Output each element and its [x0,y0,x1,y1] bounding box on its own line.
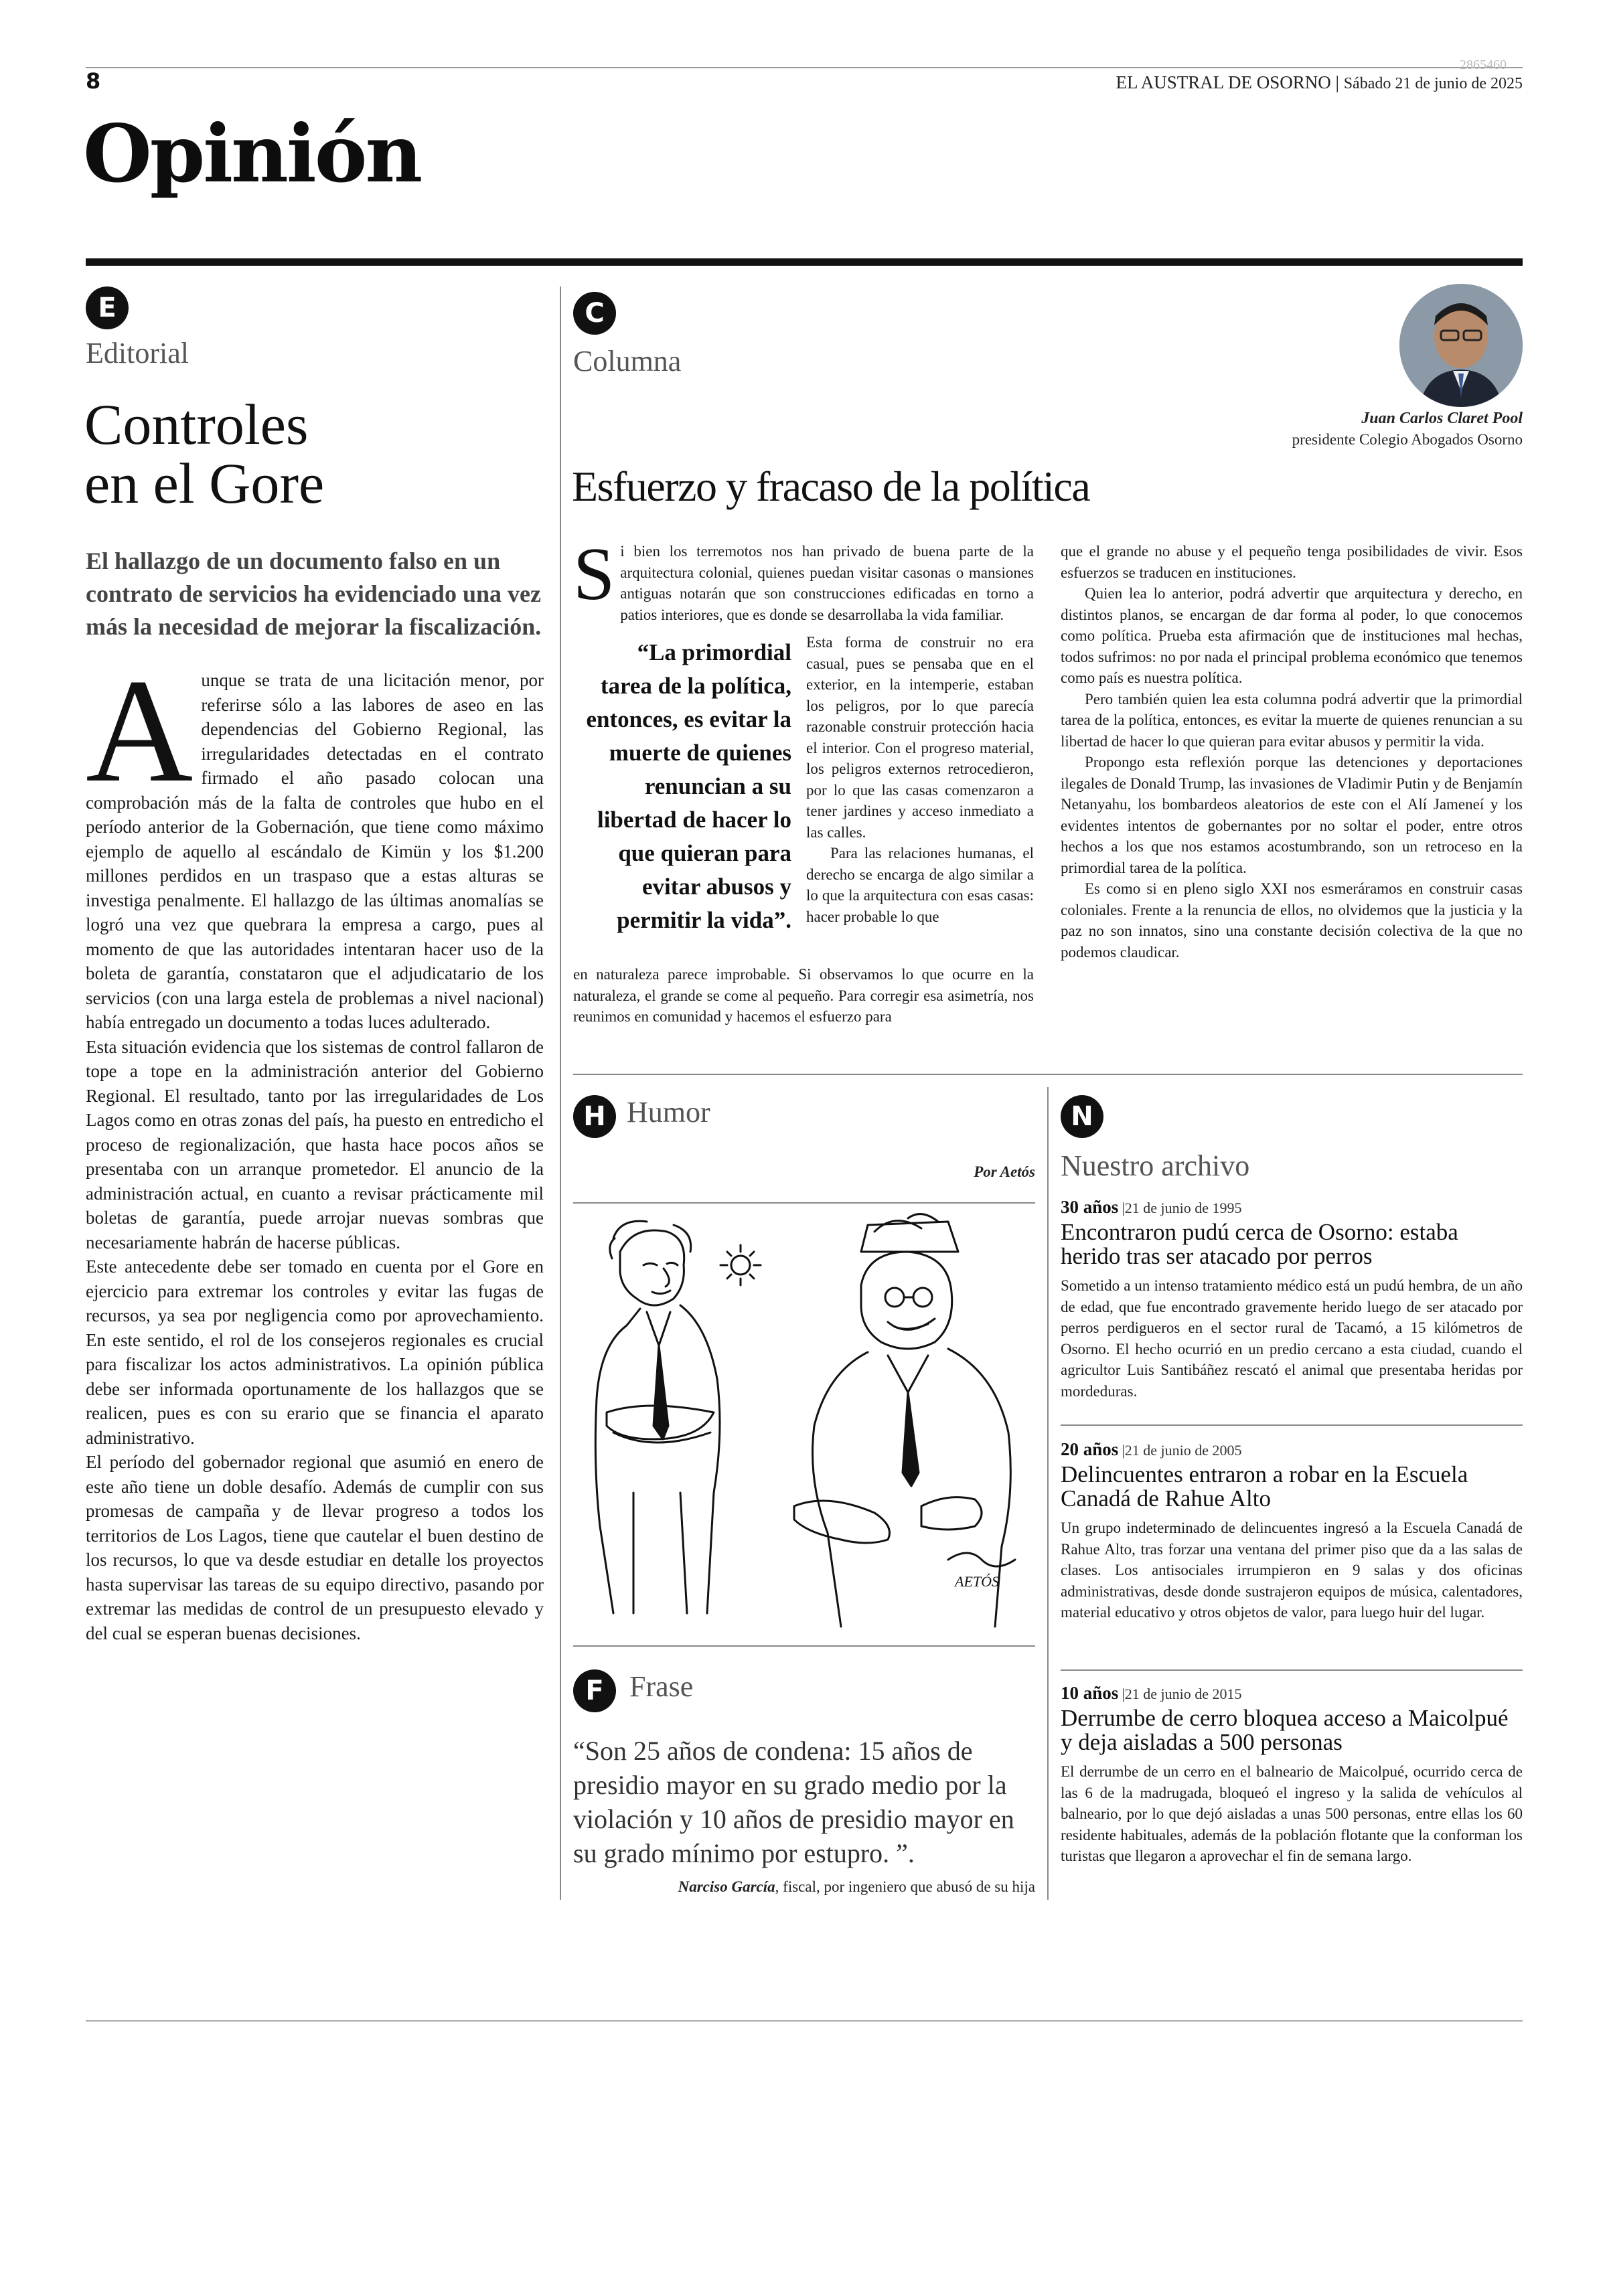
cartoon-illustration-icon [573,1212,1035,1636]
humor-bottom-rule [573,1645,1035,1647]
humor-cartoon [573,1212,1035,1636]
publication-line [1116,72,1523,93]
column-pull-quote: “La primordial tarea de la política, entonces, es evitar la muerte de quienes renuncian a su libertad de hacer lo que quieran para evitar abusos y permitir la vida”. [586,639,791,933]
editorial-badge: E [86,286,129,329]
column-right-p5: Es como si en pleno siglo XXI nos esmeráramos en construir casas coloniales. Frente a la renuncia de ellos, no olvidemos que la justicia y la paz no son innatos, sino una constante decisión colectiva de la que no podemos claudicar. [1061,880,1523,961]
author-portrait-icon [1399,284,1523,407]
archivo-label: Nuestro archivo [1061,1149,1250,1182]
archivo-item-3 [1061,1683,1523,1867]
humor-credit: Por Aetós [974,1163,1035,1180]
editorial-label: Editorial [86,337,189,370]
column-right-text [1061,541,1523,963]
archivo-badge: N [1061,1095,1103,1138]
column-bottom-text: en naturaleza parece improbable. Si observamos lo que ocurre en la naturaleza, el grande se come al pequeño. Para corregir esa asimetría, nos reunimos en comunidad y hacemos el esfuerzo para [573,966,1034,1025]
editorial-dropcap: A [86,668,194,813]
archivo-date: 21 de junio de 2015 [1124,1686,1242,1702]
archivo-date: 21 de junio de 2005 [1124,1442,1242,1459]
column-dropcap: S [573,533,615,616]
section-title: Opinión [83,107,421,200]
archivo-rule-2 [1061,1669,1523,1671]
archivo-item-meta [1061,1683,1523,1704]
editorial-title-line1: Controles [84,392,309,457]
cartoon-signature: AETÓS [955,1573,999,1590]
editorial-paragraph-1: unque se trata de una licitación menor, por referirse sólo a las labores de aseo en las dependencias del Gobierno Regional, las irregularidades detectadas en el contrato firmado el año pasado colocan una comprobación más de la falta de controles que hubo en el período anterior de la Gobernación, que tiene como máximo ejemplo de aquello al escándalo de Kimün y los $1.200 millones perdidos en un traspaso que a estas alturas se investiga penalmente. El hallazgo de las últimas anomalías se logró una vez que quebrara la empresa a cargo, pues al momento de que las autoridades intentaran hacer uso de la boleta de garantía, constataron que el adjudicatario de los servicios (con una larga estela de problemas a nivel nacional) había entregado un documento a todas luces adulterado. [86,670,544,1032]
archivo-headline: Derrumbe de cerro bloquea acceso a Maicolpué y deja aisladas a 500 personas [1061,1705,1509,1755]
archivo-years: 20 años [1061,1439,1119,1459]
column-right-p4: Propongo esta reflexión porque las detenciones y deportaciones ilegales de Donald Trump, las invasiones de Vladimir Putin y de Benjamín Netanyahu, los bombardeos aleatorios de este con el Alí Jameneí y los evidentes intentos de gobernantes por no soltar el poder, entre otros hechos a los que nos estamos acostumbrando, son un retroceso en la primordial tarea de la política. [1061,754,1523,876]
column-right-p1: que el grande no abuse y el pequeño tenga posibilidades de vivir. Esos esfuerzos se traducen en instituciones. [1061,543,1523,581]
frase-attribution [573,1878,1035,1896]
column-right-p3: Pero también quien lea esta columna podrá advertir que la primordial tarea de la política, entonces, es evitar la muerte de quienes renuncian a su libertad de hacer lo que quieran para evitar abusos y permitir la vida. [1061,690,1523,750]
editorial-lead: El hallazgo de un documento falso en un contrato de servicios ha evidenciado una vez más la necesidad de mejorar la fiscalización. [86,548,542,640]
archivo-text: Un grupo indeterminado de delincuentes ingresó a la Escuela Canadá de Rahue Alto, tras forzar una ventana del primer piso que da a las salas de clases. Los antisociales irrumpieron en 9 salas y dos oficinas administrativas, desde donde sustrajeron equipos de música, calentadores, material educativo y otros objetos de valor, para luego huir del lugar. [1061,1520,1523,1621]
column-title: Esfuerzo y fracaso de la política [572,463,1090,510]
page-code: 2865460 [1460,58,1507,72]
page-number: 8 [86,68,101,94]
column-divider-right [1047,1087,1049,1900]
frase-badge: F [573,1669,616,1712]
column-intro [573,533,1034,625]
author-title: presidente Colegio Abogados Osorno [1292,431,1523,448]
archivo-rule-1 [1061,1424,1523,1426]
archivo-headline: Delincuentes entraron a robar en la Escuela Canadá de Rahue Alto [1061,1461,1468,1511]
page-bottom-rule [86,2020,1523,2022]
column-right-p2: Quien lea lo anterior, podrá advertir que arquitectura y derecho, en distintos planos, se encargan de dar forma al poder, lo que conocemos como política. Prueba esta afirmación que de instituciones mal hechas, todos sufrimos: no por nada el principal problema económico que tenemos como país es nuestra política. [1061,585,1523,686]
archivo-separator: | [1122,1442,1125,1459]
editorial-title-line2: en el Gore [84,451,325,515]
humor-badge: H [573,1095,616,1138]
editorial-paragraph-4: El período del gobernador regional que asumió en enero de este año tiene un doble desafío. Además de cumplir con sus promesas de campaña y de llevar progreso a todos los territorios de Los Lagos, tiene que cautelar el buen destino de los recursos, lo que va desde estudiar en detalle los proyectos hasta supervisar las tareas de su equipo directivo, pasando por extremar las medidas de control de un presupuesto elevado y del cual se esperan buenas decisiones. [86,1452,544,1643]
author-photo [1399,284,1523,407]
editorial-body [86,668,544,1893]
archivo-headline: Encontraron pudú cerca de Osorno: estaba herido tras ser atacado por perros [1061,1219,1458,1269]
frase-attribution-name: Narciso García [678,1878,775,1895]
humor-top-rule [573,1202,1035,1204]
archivo-years: 10 años [1061,1683,1119,1703]
top-rule [86,67,1523,68]
separator: | [1335,72,1339,92]
column-label: Columna [573,345,682,378]
column-beside-quote [806,632,1034,927]
column-badge: C [573,292,616,335]
frase-attribution-rest: , fiscal, por ingeniero que abusó de su hija [775,1878,1035,1895]
section-rule [86,258,1523,266]
column-beside-text-1: Esta forma de construir no era casual, pues se pensaba que en el exterior, en la intemperie, estaban los peligros, por lo que parecía razonable construir protección hacia el interior. Con el progreso material, los peligros externos retrocedieron, por lo que las casas comenzaron a tener jardines y acceso inmediato a las calles. [806,634,1034,841]
archivo-item-1 [1061,1197,1523,1402]
column-beside-text-2: Para las relaciones humanas, el derecho se encarga de algo similar a lo que la arquitectura con esas casas: hacer probable lo que [806,845,1034,925]
archivo-years: 30 años [1061,1197,1119,1217]
editorial-paragraph-3: Este antecedente debe ser tomado en cuenta por el Gore en ejercicio para extremar los controles y evitar las fugas de recursos, ya sea por negligencia como por aprovechamiento. En este sentido, el rol de los consejeros regionales es crucial para fiscalizar los actos administrativos. La opinión pública debe ser informada oportunamente de los hallazgos que se realicen, pues es con su erario que se financia el aparato administrativo. [86,1256,544,1448]
column-divider-left [560,286,561,1900]
author-name: Juan Carlos Claret Pool [1361,410,1523,427]
humor-label: Humor [627,1096,710,1129]
editorial-paragraph-2: Esta situación evidencia que los sistemas de control fallaron de tope a tope en la administración anterior del Gobierno Regional. El resultado, tanto por las irregularidades de Los Lagos como en otras zonas del país, ha puesto en entredicho el proceso de regionalización, que hasta hace pocos años se presentaba con un arranque prometedor. El anuncio de la administración actual, en cuanto a revisar prácticamente mil boletas de garantía, puede arrojar nuevas sombras que necesariamente habrán de hacerse públicas. [86,1036,544,1252]
archivo-item-meta [1061,1197,1523,1218]
column-intro-text: i bien los terremotos nos han privado de buena parte de la arquitectura colonial, quienes puedan visitar casonas o mansiones antiguas notarán que son construcciones edificadas en torno a patios interiores, que es donde se desarrollaba la vida familiar. [620,543,1034,623]
archivo-item-2 [1061,1439,1523,1623]
columna-bottom-rule [573,1074,1523,1075]
archivo-text: El derrumbe de un cerro en el balneario de Maicolpué, ocurrido cerca de las 6 de la madrugada, bloqueó el ingreso y la salida de vehículos al balneario, por lo que dejó aisladas a unas 500 personas, entre ellas los 60 residente habituales, además de la población flotante que la conforman los turistas que llegaron a aprovechar el fin de semana largo. [1061,1763,1523,1864]
frase-quote: “Son 25 años de condena: 15 años de presidio mayor en su grado medio por la violación y 10 años de presidio mayor en su grado mínimo por estupro. ”. [573,1736,1014,1868]
archivo-text: Sometido a un intenso tratamiento médico está un pudú hembra, de un año de edad, que fue encontrado gravemente herido luego de ser atacado por perros perdigueros en el sector rural de Tacamó, a 15 kilómetros de Osorno. El hecho ocurrió en un predio cercano a esta ciudad, cuando el agricultor Luis Santibáñez rescató el animal que presentaba heridas por mordeduras. [1061,1277,1523,1400]
archivo-date: 21 de junio de 1995 [1124,1200,1242,1216]
archivo-separator: | [1122,1200,1125,1216]
publication-date: Sábado 21 de junio de 2025 [1343,75,1523,92]
editorial-title [84,392,325,515]
frase-label: Frase [629,1670,694,1703]
publication-name: EL AUSTRAL DE OSORNO [1116,72,1331,92]
archivo-separator: | [1122,1686,1125,1702]
archivo-item-meta [1061,1439,1523,1460]
